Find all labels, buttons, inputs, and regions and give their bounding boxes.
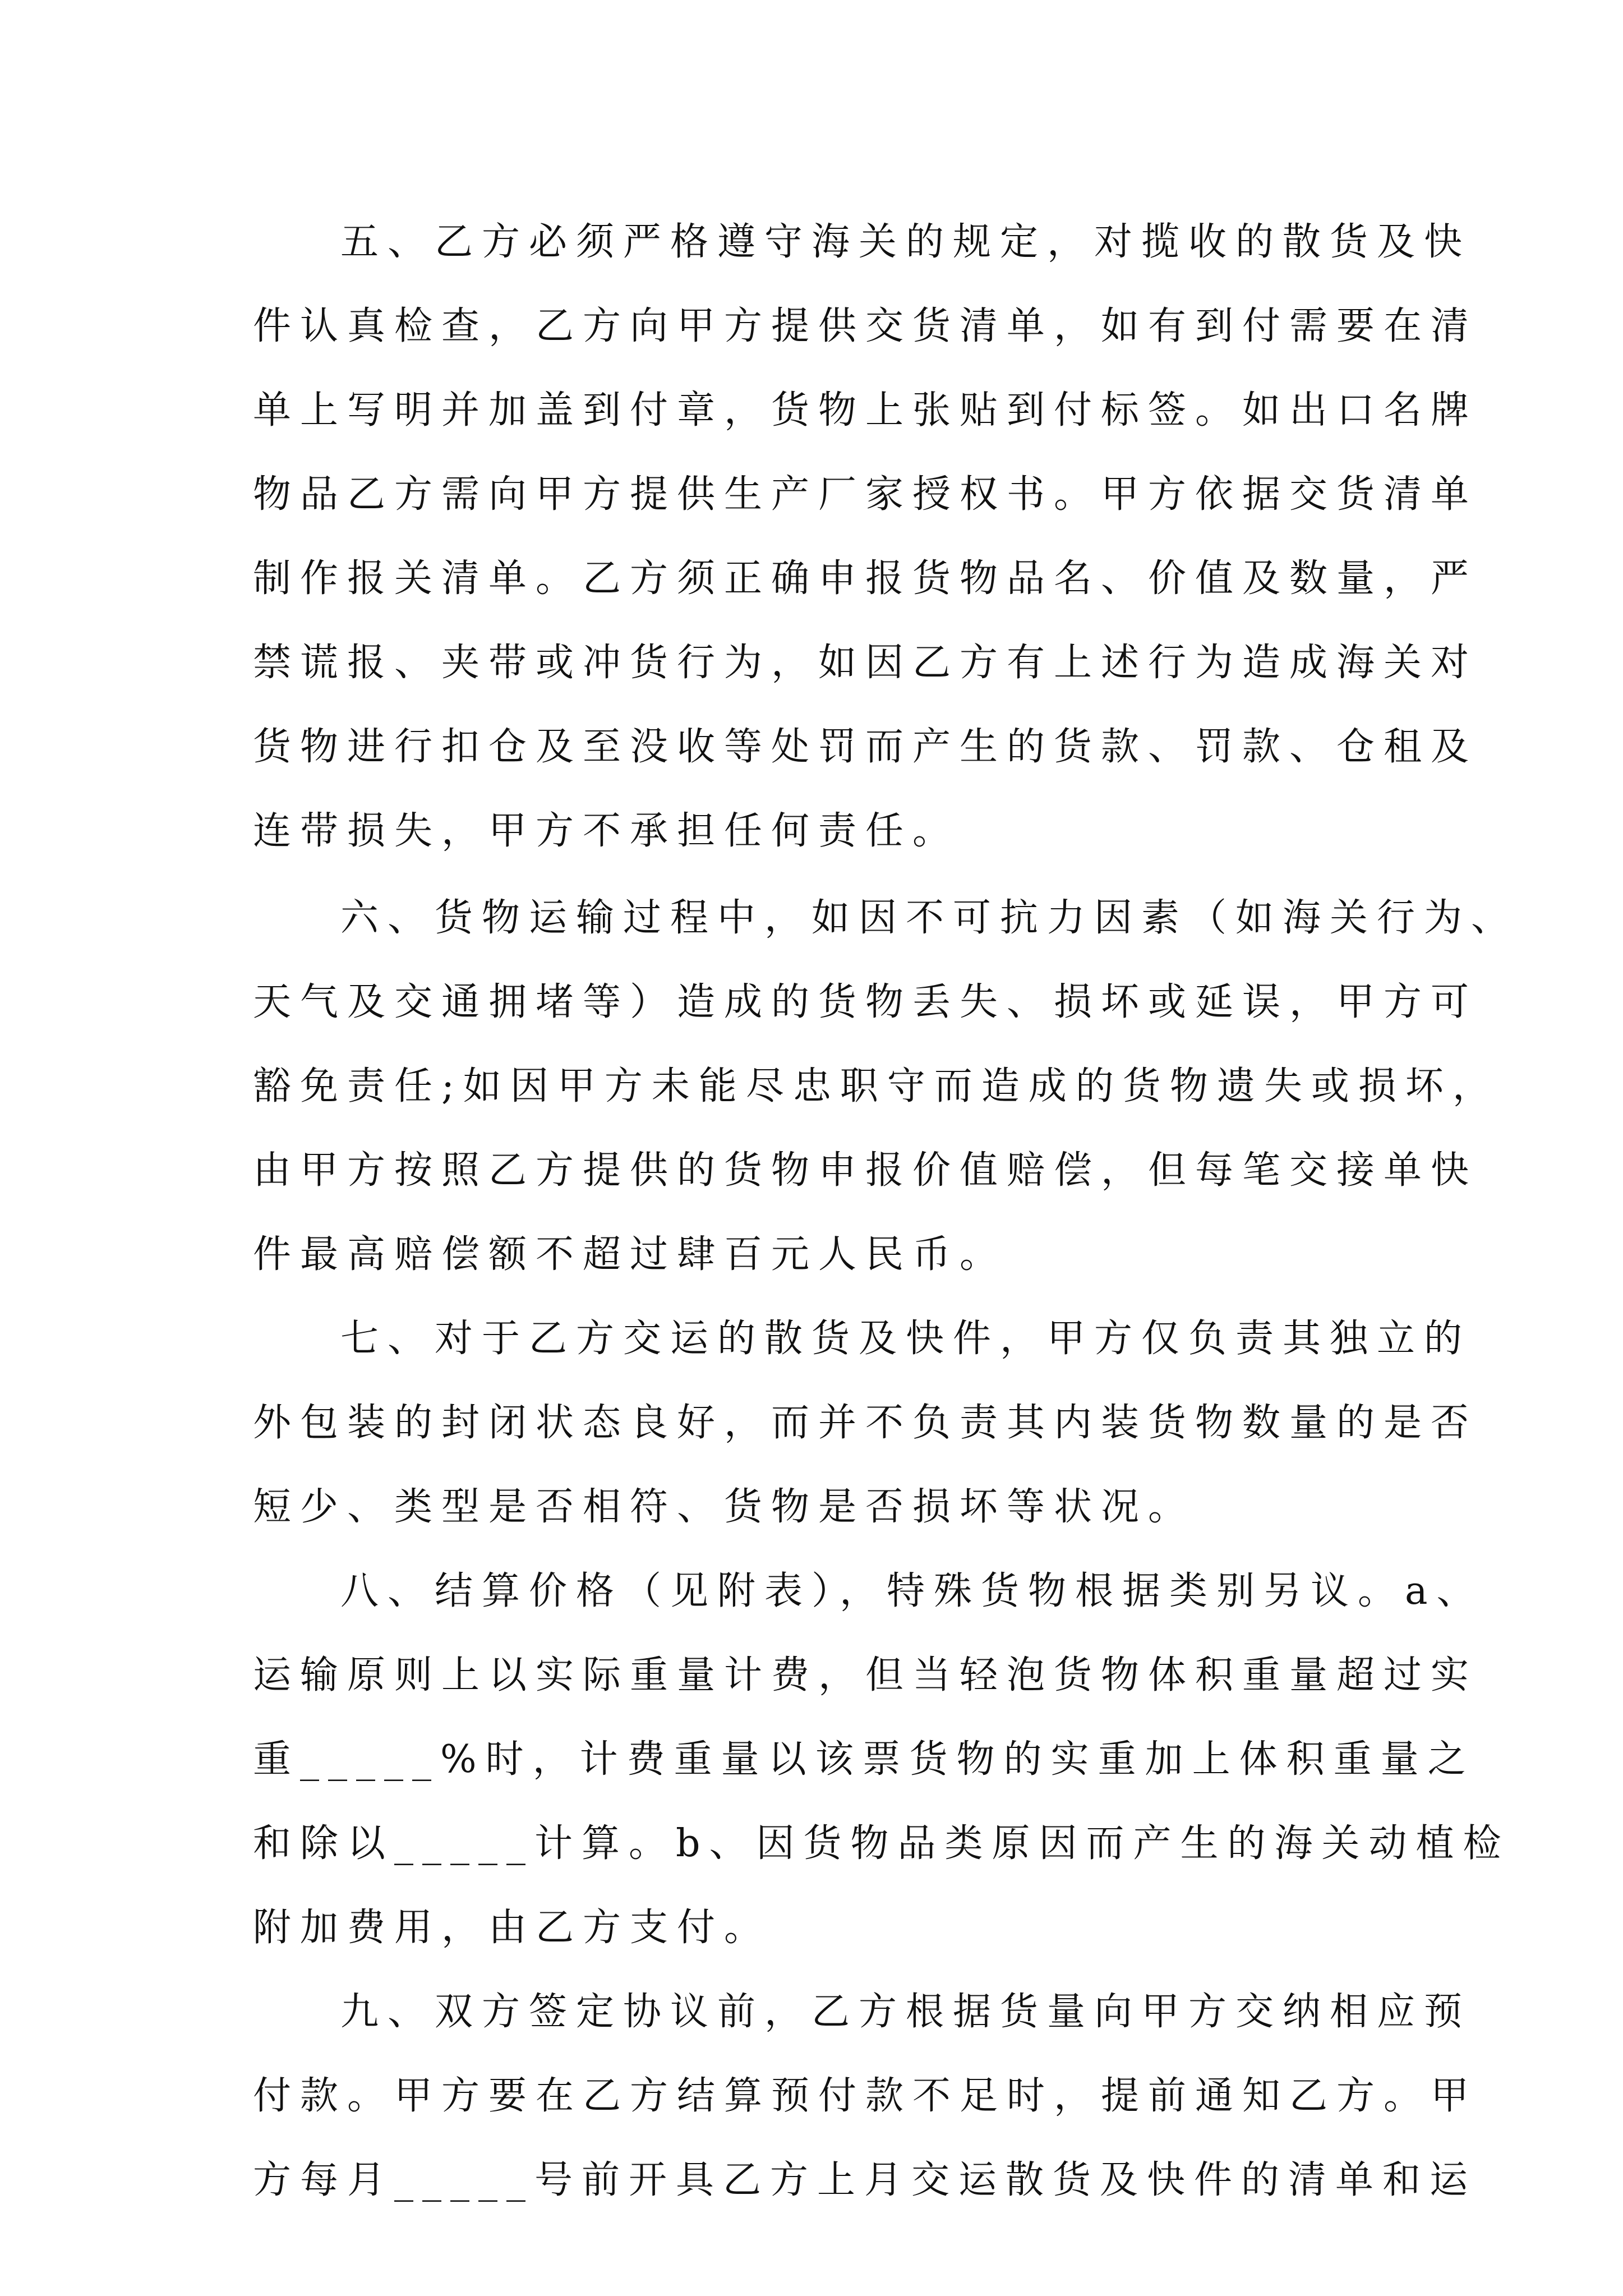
paragraph-8-line-4: 和除以_____计算。b、因货物品类原因而产生的海关动植检	[253, 1821, 1510, 1866]
paragraph-8-line-3: 重_____%时，计费重量以该票货物的实重加上体积重量之	[253, 1737, 1475, 1782]
paragraph-6-line-2: 天气及交通拥堵等）造成的货物丢失、损坏或延误，甲方可	[253, 980, 1478, 1024]
paragraph-5-line-3: 单上写明并加盖到付章，货物上张贴到付标签。如出口名牌	[253, 388, 1478, 432]
paragraph-7-line-3: 短少、类型是否相符、货物是否损坏等状况。	[253, 1485, 1196, 1529]
paragraph-6-line-5: 件最高赔偿额不超过肆百元人民币。	[253, 1232, 1007, 1277]
paragraph-6-line-1: 六、货物运输过程中，如因不可抗力因素（如海关行为、	[340, 896, 1519, 940]
paragraph-5-line-7: 货物进行扣仓及至没收等处罚而产生的货款、罚款、仓租及	[253, 725, 1478, 769]
paragraph-5-line-1: 五、乙方必须严格遵守海关的规定，对揽收的散货及快	[340, 220, 1472, 264]
paragraph-5-line-6: 禁谎报、夹带或冲货行为，如因乙方有上述行为造成海关对	[253, 641, 1478, 685]
paragraph-9-line-2: 付款。甲方要在乙方结算预付款不足时，提前通知乙方。甲	[253, 2074, 1478, 2118]
paragraph-8-line-5: 附加费用，由乙方支付。	[253, 1906, 772, 1950]
paragraph-9-line-1: 九、双方签定协议前，乙方根据货量向甲方交纳相应预	[340, 1990, 1472, 2034]
paragraph-7-line-2: 外包装的封闭状态良好，而并不负责其内装货物数量的是否	[253, 1401, 1478, 1445]
paragraph-8-line-1: 八、结算价格（见附表），特殊货物根据类别另议。a、	[340, 1569, 1484, 1613]
paragraph-6-line-3: 豁免责任;如因甲方未能尽忠职守而造成的货物遗失或损坏，	[253, 1064, 1500, 1108]
paragraph-5-line-2: 件认真检查，乙方向甲方提供交货清单，如有到付需要在清	[253, 304, 1478, 348]
paragraph-5-line-4: 物品乙方需向甲方提供生产厂家授权书。甲方依据交货清单	[253, 472, 1478, 517]
paragraph-9-line-3: 方每月_____号前开具乙方上月交运散货及快件的清单和运	[253, 2158, 1477, 2202]
paragraph-6-line-4: 由甲方按照乙方提供的货物申报价值赔偿，但每笔交接单快	[253, 1148, 1478, 1193]
paragraph-5-line-5: 制作报关清单。乙方须正确申报货物品名、价值及数量，严	[253, 556, 1478, 601]
paragraph-7-line-1: 七、对于乙方交运的散货及快件，甲方仅负责其独立的	[340, 1317, 1472, 1361]
paragraph-5-line-8: 连带损失，甲方不承担任何责任。	[253, 809, 960, 853]
paragraph-8-line-2: 运输原则上以实际重量计费，但当轻泡货物体积重量超过实	[253, 1653, 1478, 1697]
